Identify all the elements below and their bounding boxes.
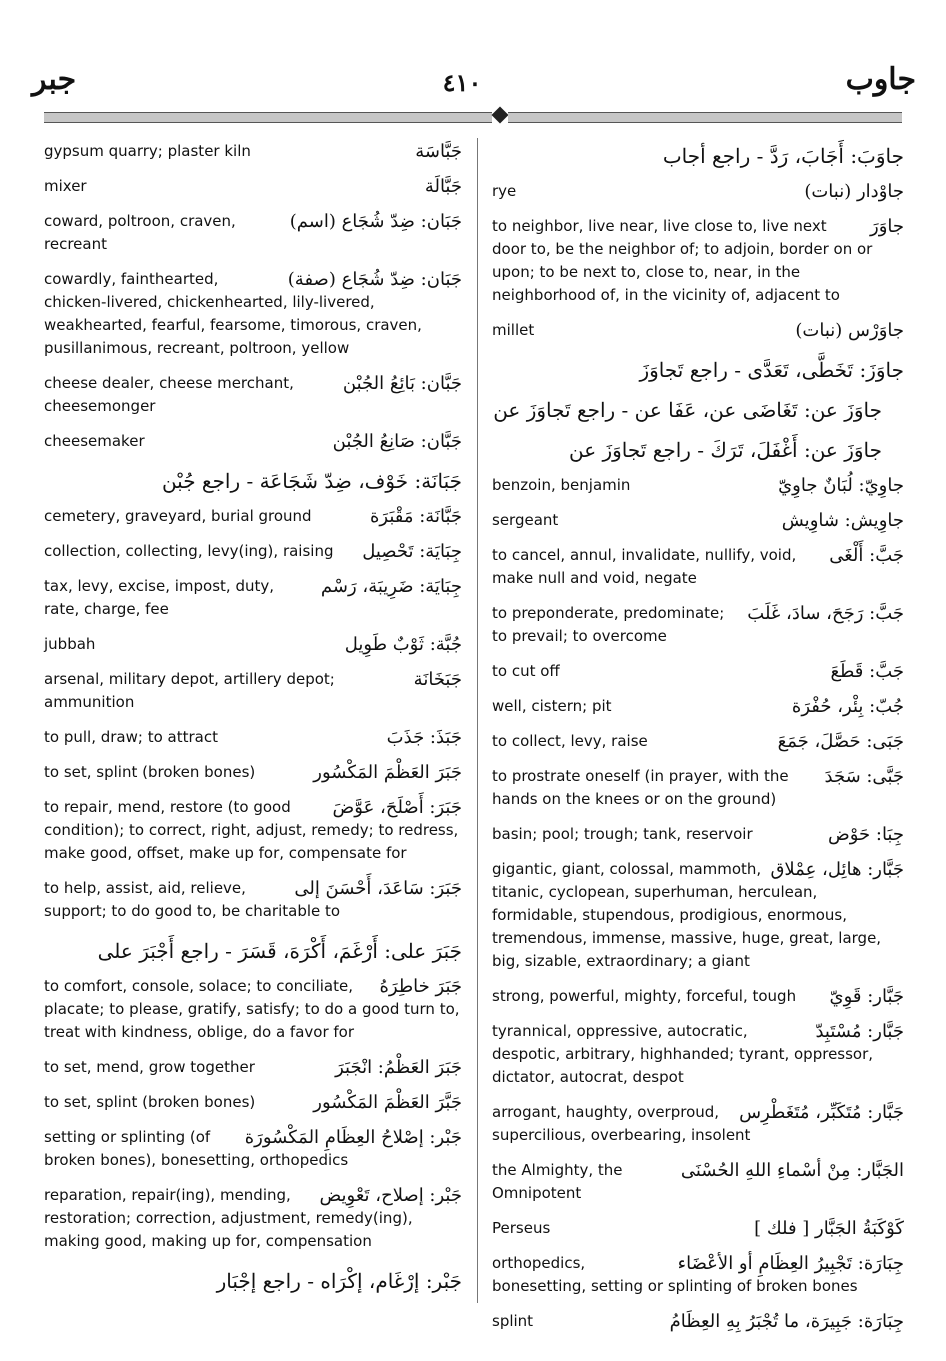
dictionary-entry bbox=[44, 726, 462, 749]
entry-headword: جَبَى: حَصَّلَ، جَمَعَ bbox=[777, 731, 904, 752]
entry-definition: strong, powerful, mighty, forceful, tough bbox=[492, 987, 797, 1005]
dictionary-entry bbox=[44, 540, 462, 563]
entry-definition: to prostrate oneself (in prayer, with the hands on the knees or on the ground) bbox=[492, 767, 789, 808]
entry-definition: to help, assist, aid, relieve, support; to do good to, be charitable to bbox=[44, 879, 341, 920]
entry-definition: to set, mend, grow together bbox=[44, 1058, 255, 1076]
entry-headword: جِبَايَة: ضَرِيبَة، رَسْم bbox=[320, 576, 462, 597]
entry-definition: to neighbor, live near, live close to, live next door to, be the neighbor of; to adjoin, border on or upon; to be next to, close to, near, in the neighborhood of, in the vicinity of, adjacent to bbox=[492, 217, 873, 304]
entry-definition: to collect, levy, raise bbox=[492, 732, 648, 750]
entry-definition: to cancel, annul, invalidate, nullify, void, make null and void, negate bbox=[492, 546, 797, 587]
entry-definition: to cut off bbox=[492, 662, 560, 680]
entry-headword: جَبَرَ: أَصْلَحَ، عَوَّضَ bbox=[332, 797, 462, 818]
entry-definition: arrogant, haughty, overproud, supercilious, overbearing, insolent bbox=[492, 1103, 751, 1144]
dictionary-entry bbox=[492, 215, 904, 307]
dictionary-entry bbox=[44, 505, 462, 528]
entry-headword: جاوَزَ عن: أَغْفَلَ، تَرَكَ - راجع تَجاوَزَ عن bbox=[568, 438, 882, 462]
entry-definition: to repair, mend, restore (to good condition); to correct, right, adjust, remedy; to redress, make good, offset, make up for, compensate for bbox=[44, 798, 459, 862]
entry-headword: جَبَرَ العَظْمَ المَكْسُور bbox=[313, 762, 462, 783]
dictionary-entry bbox=[492, 730, 904, 753]
dictionary-entry bbox=[492, 1252, 904, 1298]
dictionary-entry bbox=[492, 140, 904, 172]
entry-headword: جِبَا: حَوْض bbox=[827, 824, 904, 845]
entry-definition: Perseus bbox=[492, 1219, 551, 1237]
entry-definition: collection, collecting, levy(ing), raising bbox=[44, 542, 334, 560]
entry-headword: جَبَذَ: جَذَبَ bbox=[386, 727, 462, 748]
dictionary-entry bbox=[492, 1159, 904, 1205]
right-column bbox=[492, 140, 904, 1345]
entry-definition: rye bbox=[492, 182, 517, 200]
entry-definition: tyrannical, oppressive, autocratic, despotic, arbitrary, highhanded; tyrant, oppressor, dictator, autocrat, despot bbox=[492, 1022, 874, 1086]
entry-headword: جَبْر: إصلاح، تَعْوِيض bbox=[319, 1185, 462, 1206]
entry-definition: millet bbox=[492, 321, 535, 339]
dictionary-entry bbox=[44, 668, 462, 714]
dictionary-entry bbox=[492, 858, 904, 973]
entry-headword: جَبَان: ضِدّ شُجَاع (صفة) bbox=[287, 269, 462, 290]
entry-definition: cheesemaker bbox=[44, 432, 145, 450]
dictionary-entry bbox=[44, 877, 462, 923]
entry-headword: جَبْر: إصْلاحُ العِظَامِ المَكْسُورَة bbox=[244, 1127, 462, 1148]
dictionary-entry bbox=[44, 1184, 462, 1253]
entry-headword: جَبَّان: بَائِعُ الجُبْن bbox=[342, 373, 462, 394]
entry-headword: جاوَرَ bbox=[870, 216, 904, 237]
entry-definition: orthopedics, bonesetting, setting or splinting of broken bones bbox=[492, 1254, 858, 1295]
entry-definition: sergeant bbox=[492, 511, 559, 529]
entry-headword: جَبَانَة: خَوْف، ضِدّ شَجَاعَة - راجع جُبْن bbox=[161, 469, 462, 493]
dictionary-entry bbox=[492, 1310, 904, 1333]
header-diamond-ornament bbox=[492, 107, 509, 124]
entry-headword: جاوِيّ: لُبَانٌ جاوِيّ bbox=[778, 475, 904, 496]
entry-definition: to pull, draw; to attract bbox=[44, 728, 218, 746]
dictionary-entry bbox=[492, 509, 904, 532]
entry-headword: جَبَرَ العَظْمُ: انْجَبَرَ bbox=[335, 1057, 462, 1078]
entry-headword: جاوَزَ: تَخَطَّى، تَعَدَّى - راجع تَجاوَزَ bbox=[639, 358, 904, 382]
dictionary-entry bbox=[44, 1056, 462, 1079]
entry-definition: mixer bbox=[44, 177, 87, 195]
dictionary-entry bbox=[44, 372, 462, 418]
dictionary-entry bbox=[44, 430, 462, 453]
entry-definition: coward, poltroon, craven, recreant bbox=[44, 212, 236, 253]
dictionary-entry bbox=[44, 268, 462, 360]
dictionary-entry bbox=[44, 796, 462, 865]
entry-definition: to set, splint (broken bones) bbox=[44, 763, 256, 781]
dictionary-entry bbox=[492, 985, 904, 1008]
entry-headword: جَبَّ: رَجَحَ، سادَ، غَلَبَ bbox=[747, 603, 904, 624]
entry-definition: to preponderate, predominate; to prevail; to overcome bbox=[492, 604, 725, 645]
dictionary-entry bbox=[44, 1265, 462, 1297]
entry-headword: الجَبَّار: مِنْ أسْماءِ اللهِ الحُسْنَى bbox=[680, 1160, 904, 1181]
entry-definition: cheese dealer, cheese merchant, cheesemonger bbox=[44, 374, 294, 415]
entry-headword: جَبَّار: مُتَكَبِّر، مُتَغَطْرِس bbox=[739, 1102, 904, 1123]
entry-definition: gypsum quarry; plaster kiln bbox=[44, 142, 251, 160]
dictionary-entry bbox=[44, 1126, 462, 1172]
entry-headword: جَبَرَ على: أَرْغَمَ، أَكْرَهَ، قَسَرَ - راجع أَجْبَرَ على bbox=[97, 939, 462, 963]
dictionary-entry bbox=[492, 823, 904, 846]
entry-headword: جاوَزَ عن: تَغَاضَى عن، عَفَا عن - راجع تَجاوَزَ عن bbox=[493, 398, 882, 422]
entry-headword: جَبَّى: سَجَدَ bbox=[824, 766, 904, 787]
dictionary-entry bbox=[492, 474, 904, 497]
entry-definition: reparation, repair(ing), mending, restoration; correction, adjustment, remedy(ing), making good, making up for, compensation bbox=[44, 1186, 413, 1250]
entry-headword: جَبَرَ خاطِرَهُ bbox=[379, 976, 462, 997]
dictionary-entry bbox=[492, 602, 904, 648]
header-rule-right bbox=[508, 112, 902, 123]
entry-headword: جَبَّار: هائِل، عِمْلاق bbox=[770, 859, 904, 880]
dictionary-entry bbox=[44, 975, 462, 1044]
dictionary-entry bbox=[492, 765, 904, 811]
entry-headword: جِبَارَة: تَجْبِيرُ العِظَامِ أو الأعْضَاء bbox=[677, 1253, 904, 1274]
entry-definition: well, cistern; pit bbox=[492, 697, 612, 715]
entry-definition: tax, levy, excise, impost, duty, rate, charge, fee bbox=[44, 577, 275, 618]
dictionary-entry bbox=[492, 1101, 904, 1147]
dictionary-entry bbox=[492, 544, 904, 590]
entry-headword: جَبَّرَ العَظْمَ المَكْسُور bbox=[313, 1092, 462, 1113]
entry-headword: جَبَّان: صَانِعُ الجُبْن bbox=[332, 431, 462, 452]
entry-definition: cowardly, fainthearted, chicken-livered, chickenhearted, lily-livered, weakhearted, fearful, fearsome, timorous, craven, pusillanimous, recreant, poltroon, yellow bbox=[44, 270, 422, 357]
dictionary-entry bbox=[44, 761, 462, 784]
entry-headword: جاوَرْس (نبات) bbox=[795, 320, 904, 341]
dictionary-entry bbox=[492, 434, 904, 466]
dictionary-entry bbox=[44, 633, 462, 656]
entry-headword: جُبّ: بِئْر، حُفْرَة bbox=[791, 696, 904, 717]
entry-headword: جَبَّالَة bbox=[424, 176, 462, 197]
entry-definition: arsenal, military depot, artillery depot; ammunition bbox=[44, 670, 335, 711]
left-column bbox=[44, 140, 462, 1305]
dictionary-entry bbox=[44, 465, 462, 497]
entry-headword: جَبْر: إرْغَام، إكْرَاه - راجع إجْبَار bbox=[216, 1269, 462, 1293]
entry-definition: the Almighty, the Omnipotent bbox=[492, 1161, 623, 1202]
dictionary-entry bbox=[492, 695, 904, 718]
entry-headword: جَبَّ: أَلْغَى bbox=[829, 545, 904, 566]
dictionary-entry bbox=[492, 319, 904, 342]
entry-headword: جَبَّار: قَوِيّ bbox=[829, 986, 904, 1007]
header-guide-word-right: جاوب bbox=[845, 62, 916, 97]
header-rule-left bbox=[44, 112, 492, 123]
entry-headword: جَبَرَ: سَاعَدَ، أَحْسَنَ إلى bbox=[294, 878, 462, 899]
dictionary-entry bbox=[492, 1217, 904, 1240]
entry-definition: jubbah bbox=[44, 635, 96, 653]
dictionary-entry bbox=[44, 1091, 462, 1114]
entry-definition: benzoin, benjamin bbox=[492, 476, 631, 494]
entry-headword: جاوَبَ: أَجَابَ، رَدَّ - راجع أجاب bbox=[662, 144, 904, 168]
page-number: ٤١٠ bbox=[442, 68, 482, 97]
entry-definition: gigantic, giant, colossal, mammoth, titanic, cyclopean, superhuman, herculean, formidable, stupendous, prodigious, enormous, tremendous, immense, massive, huge, great, large, big, sizable, extraordinary; a giant bbox=[492, 860, 882, 970]
dictionary-entry bbox=[44, 140, 462, 163]
entry-headword: جَبَّانَة: مَقْبَرَة bbox=[369, 506, 462, 527]
entry-headword: جِبَارَة: جَبِيرَة، ما تُجْبَرُ بِهِ العِظَامُ bbox=[669, 1311, 904, 1332]
dictionary-entry bbox=[492, 180, 904, 203]
dictionary-entry bbox=[492, 354, 904, 386]
header-guide-word-left: جبر bbox=[32, 62, 77, 97]
entry-headword: جاوِيش: شاوِيش bbox=[781, 510, 904, 531]
entry-headword: جَبَخَانَة bbox=[413, 669, 462, 690]
entry-definition: setting or splinting (of broken bones), bonesetting, orthopedics bbox=[44, 1128, 349, 1169]
dictionary-entry bbox=[44, 935, 462, 967]
entry-headword: جاوْدار (نبات) bbox=[804, 181, 904, 202]
entry-headword: جُبَّة: ثَوْبٌ طَوِيل bbox=[344, 634, 462, 655]
entry-definition: splint bbox=[492, 1312, 534, 1330]
dictionary-entry bbox=[492, 660, 904, 683]
entry-headword: كَوْكَبَةُ الجَبَّار [ فلك ] bbox=[754, 1218, 904, 1239]
entry-headword: جَبَان: ضِدّ شُجَاع (اسم) bbox=[289, 211, 462, 232]
dictionary-entry bbox=[44, 175, 462, 198]
dictionary-entry bbox=[492, 394, 904, 426]
entry-definition: cemetery, graveyard, burial ground bbox=[44, 507, 312, 525]
column-divider bbox=[477, 138, 478, 1303]
entry-headword: جَبَّاسَة bbox=[415, 141, 462, 162]
dictionary-entry bbox=[44, 210, 462, 256]
entry-headword: جِبَايَة: تَحْصِيل bbox=[362, 541, 462, 562]
dictionary-entry bbox=[44, 575, 462, 621]
dictionary-entry bbox=[492, 1020, 904, 1089]
entry-headword: جَبَّ: قَطَعَ bbox=[830, 661, 904, 682]
entry-definition: basin; pool; trough; tank, reservoir bbox=[492, 825, 753, 843]
entry-definition: to comfort, console, solace; to conciliate, placate; to please, gratify, satisfy; to do a good turn to, treat with kindness, oblige, do a favor for bbox=[44, 977, 460, 1041]
entry-definition: to set, splint (broken bones) bbox=[44, 1093, 256, 1111]
entry-headword: جَبَّار: مُسْتَبِدّ bbox=[815, 1021, 904, 1042]
